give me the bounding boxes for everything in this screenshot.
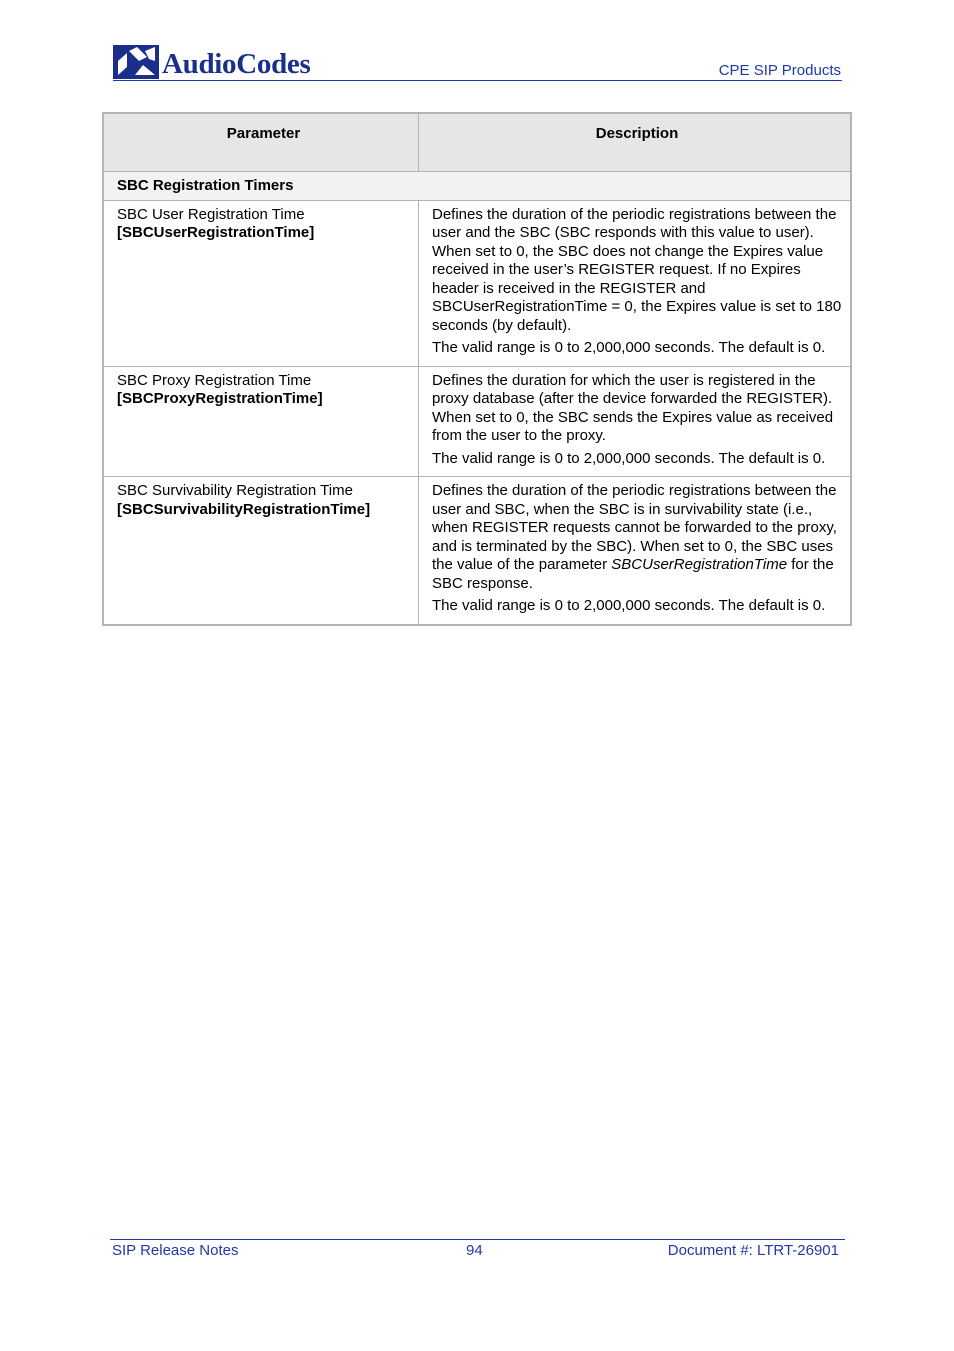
- column-header-description: Description: [419, 113, 852, 172]
- footer-doc-title: SIP Release Notes: [112, 1242, 239, 1259]
- valid-range-text: The valid range is 0 to 2,000,000 seconds. The default is 0.: [432, 449, 826, 467]
- brand-logo: [113, 43, 311, 79]
- parameter-reference: SBCUserRegistrationTime: [611, 556, 788, 573]
- table-row: [103, 477, 851, 625]
- brand-name: AudioCodes: [162, 48, 311, 80]
- header-product: CPE SIP Products: [718, 62, 841, 79]
- description-cell: [419, 477, 852, 625]
- parameter-cell: [103, 366, 419, 477]
- column-header-parameter: Parameter: [103, 113, 419, 172]
- parameter-table: [102, 112, 852, 626]
- parameter-name: SBC User Registration Time: [117, 205, 305, 223]
- valid-range-text: The valid range is 0 to 2,000,000 seconds. The default is 0.: [432, 339, 826, 356]
- footer-document-number: Document #: LTRT-26901: [667, 1242, 839, 1259]
- group-row: [103, 172, 851, 201]
- description-text: Defines the duration for which the user is registered in the proxy database (after the device forwarded the REGISTER). When set to 0, the SBC sends the Expires value as received from the user to the proxy.: [432, 371, 834, 444]
- parameter-cell: [103, 200, 419, 366]
- parameter-cell: [103, 477, 419, 625]
- table-header-row: [103, 113, 851, 172]
- description-text-end: for the SBC response.: [432, 556, 834, 592]
- table-row: [103, 200, 851, 366]
- valid-range-text: The valid range is 0 to 2,000,000 seconds. The default is 0.: [432, 597, 826, 614]
- parameter-name: SBC Proxy Registration Time: [117, 371, 312, 389]
- description-text: [432, 482, 842, 593]
- parameter-key: [SBCSurvivabilityRegistrationTime]: [117, 500, 371, 518]
- parameter-name: SBC Survivability Registration Time: [117, 482, 353, 499]
- footer-divider: [110, 1239, 845, 1240]
- description-cell: [419, 366, 852, 477]
- table-row: [103, 366, 851, 477]
- description-cell: [419, 200, 852, 366]
- group-title: SBC Registration Timers: [103, 172, 851, 201]
- audiocodes-logo-icon: [113, 45, 159, 79]
- footer-page-number: 94: [466, 1242, 483, 1259]
- description-text: Defines the duration of the periodic registrations between the user and the SBC (SBC responds with this value to user). When set to 0, the SBC does not change the Expires value received in the user’s REGISTER request. If no Expires header is received in the REGISTER and SBCUserRegistrationTime = 0, the Expires value is set to 180 seconds (by default).: [432, 205, 842, 334]
- header-divider: [113, 80, 842, 81]
- parameter-key: [SBCProxyRegistrationTime]: [117, 390, 323, 407]
- parameter-key: [SBCUserRegistrationTime]: [117, 224, 315, 241]
- description-text-start: Defines the duration of the periodic registrations between the user and SBC, when the SBC is in survivability state (i.e., when REGISTER requests cannot be forwarded to the proxy, and is terminated by the SBC). When set to 0, the SBC uses the value of the parameter: [432, 482, 837, 573]
